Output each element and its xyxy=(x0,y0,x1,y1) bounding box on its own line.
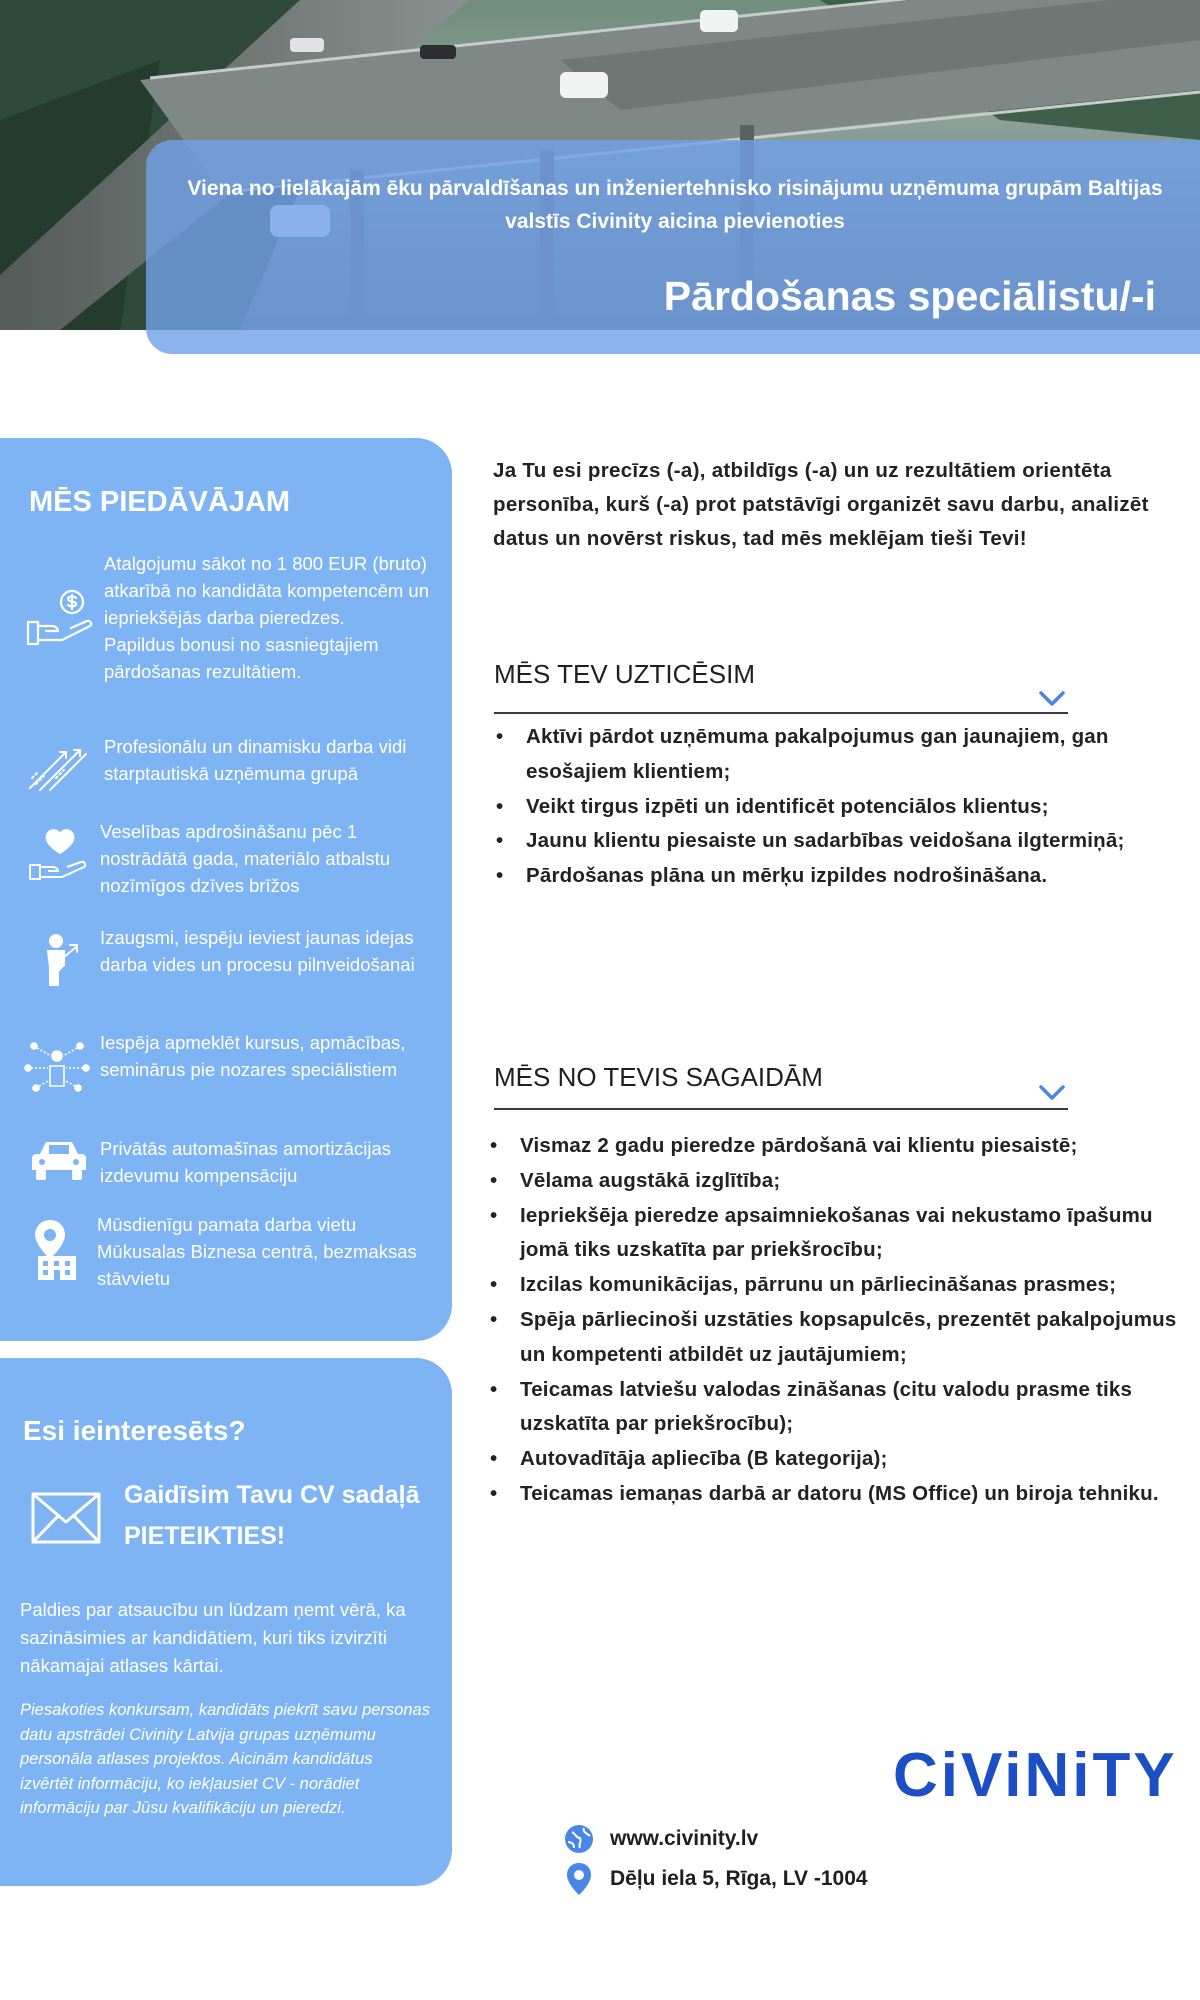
network-people-icon xyxy=(24,1038,98,1102)
offer-item-text-bonus: Papildus bonusi no sasniegtajiem pārdošanas rezultātiem. xyxy=(104,634,379,682)
list-item: • Vēlama augstākā izglītība; xyxy=(490,1164,1180,1199)
list-item: • Spēja pārliecinoši uzstāties kopsapulcēs, prezentēt pakalpojumus un kompetenti atbildēt uz jautājumiem; xyxy=(490,1303,1180,1373)
chevron-down-icon xyxy=(1038,690,1066,708)
list-item: • Teicamas iemaņas darbā ar datoru (MS Office) un biroja tehniku. xyxy=(490,1477,1180,1512)
interest-heading: Esi ieinteresēts? xyxy=(23,1415,246,1446)
heart-hand-icon xyxy=(26,823,100,887)
offer-item-text: Atalgojumu sākot no 1 800 EUR (bruto) atkarībā no kandidāta kompetencēm un iepriekšējās darba pieredzes. xyxy=(104,553,429,628)
requirements-list xyxy=(490,1129,1180,1512)
offer-item-growth: Izaugsmi, iespēju ieviest jaunas idejas darba vides un procesu pilnveidošanai xyxy=(100,927,415,975)
list-item: • Jaunu klientu piesaiste un sadarbības veidošana ilgtermiņā; xyxy=(496,824,1176,859)
chevron-down-icon xyxy=(1038,1084,1066,1102)
location-building-icon xyxy=(32,1218,106,1282)
list-item: • Izcilas komunikācijas, pārrunu un pārliecināšanas prasmes; xyxy=(490,1268,1180,1303)
list-item: • Vismaz 2 gadu pieredze pārdošanā vai klientu piesaistē; xyxy=(490,1129,1180,1164)
list-item: • Teicamas latviešu valodas zināšanas (citu valodu prasme tiks uzskatīta par priekšrocību); xyxy=(490,1373,1180,1443)
position-title: Pārdošanas speciālistu/-i xyxy=(663,273,1156,319)
offer-heading: MĒS PIEDĀVĀJAM xyxy=(29,486,291,518)
address-text: Dēļu iela 5, Rīga, LV -1004 xyxy=(610,1867,868,1890)
duties-list xyxy=(496,720,1176,894)
contact-panel xyxy=(0,1358,452,1886)
list-item: • Autovadītāja apliecība (B kategorija); xyxy=(490,1442,1180,1477)
requirements-heading: MĒS NO TEVIS SAGAIDĀM xyxy=(494,1062,823,1092)
apply-cta: Gaidīsim Tavu CV sadaļā PIETEIKTIES! xyxy=(124,1481,420,1550)
list-item: • Aktīvi pārdot uzņēmuma pakalpojumus gan jaunajiem, gan esošajiem klientiem; xyxy=(496,720,1176,790)
envelope-icon xyxy=(30,1490,102,1546)
globe-icon xyxy=(564,1822,594,1856)
privacy-disclaimer: Piesakoties konkursam, kandidāts piekrīt savu personas datu apstrādei Civinity Latvija grupas uzņēmumu personāla atlases projektos. Aicinām kandidātus izvērtēt informāciju, ko iekļausiet CV - norādiet informāciju par Jūsu kvalifikāciju un pieredzi. xyxy=(20,1701,430,1817)
hand-money-icon xyxy=(24,588,98,652)
hero-subtitle: Viena no lielākajām ēku pārvaldīšanas un inženiertehnisko risinājumu uzņēmuma grupām Baltijas valstīs Civinity aicina pievienoties xyxy=(187,177,1163,233)
offer-panel xyxy=(0,438,452,1341)
person-growth-icon xyxy=(30,933,104,997)
website-text: www.civinity.lv xyxy=(610,1827,759,1850)
requirements-divider xyxy=(494,1108,1068,1110)
offer-item-workplace: Mūsdienīgu pamata darba vietu Mūkusalas Biznesa centrā, bezmaksas stāvvietu xyxy=(97,1214,417,1289)
intro-paragraph: Ja Tu esi precīzs (-a), atbildīgs (-a) un uz rezultātiem orientēta personība, kurš (-a) prot patstāvīgi organizēt savu darbu, analizēt datus un novērst riskus, tad mēs meklējam tieši Tevi! xyxy=(493,459,1149,550)
offer-item-environment: Profesionālu un dinamisku darba vidi starptautiskā uzņēmuma grupā xyxy=(104,736,407,784)
car-icon xyxy=(30,1138,104,1202)
list-item: • Veikt tirgus izpēti un identificēt potenciālos klientus; xyxy=(496,790,1176,825)
list-item: • Iepriekšēja pieredze apsaimniekošanas vai nekustamo īpašumu jomā tiks uzskatīta par priekšrocību; xyxy=(490,1199,1180,1269)
offer-item-salary xyxy=(104,550,449,685)
location-pin-icon xyxy=(564,1862,594,1896)
duties-heading: MĒS TEV UZTICĒSIM xyxy=(494,659,755,689)
list-item: • Pārdošanas plāna un mērķu izpildes nodrošināšana. xyxy=(496,859,1176,894)
offer-item-insurance: Veselības apdrošināšanu pēc 1 nostrādātā gada, materiālo atbalstu nozīmīgos dzīves brīžos xyxy=(100,821,391,896)
offer-item-courses: Iespēja apmeklēt kursus, apmācības, seminārus pie nozares speciālistiem xyxy=(100,1032,406,1080)
growth-arrows-icon xyxy=(26,738,100,802)
offer-item-car-compensation: Privātās automašīnas amortizācijas izdevumu kompensāciju xyxy=(100,1138,391,1186)
thanks-note: Paldies par atsaucību un lūdzam ņemt vērā, ka sazināsimies ar kandidātiem, kuri tiks izvirzīti nākamajai atlases kārtai. xyxy=(20,1599,406,1676)
civinity-logo: CiViNiTY xyxy=(893,1741,1178,1810)
duties-divider xyxy=(494,712,1068,714)
